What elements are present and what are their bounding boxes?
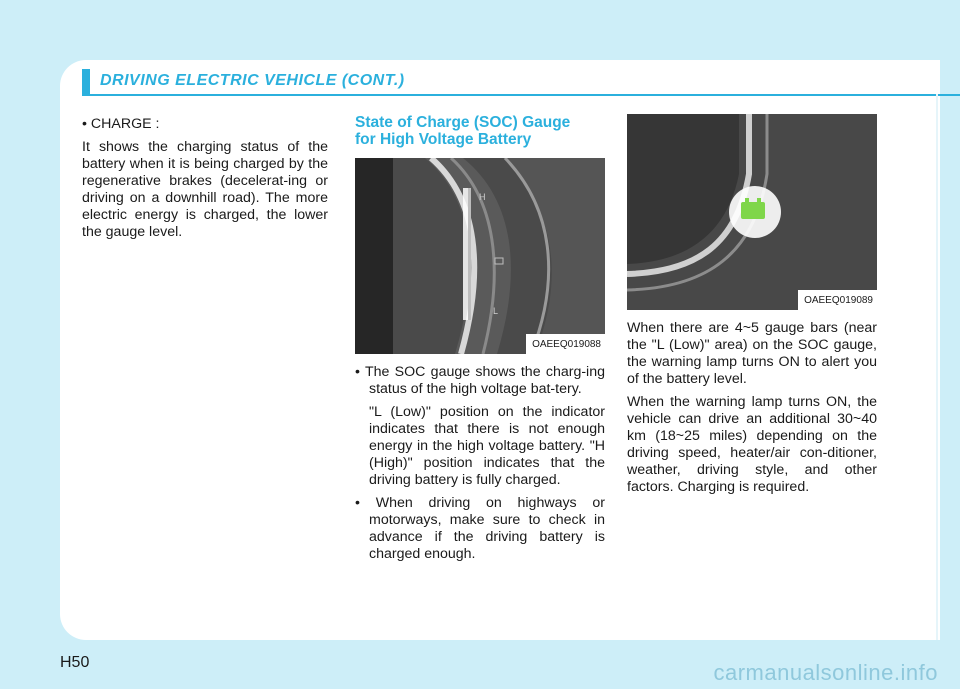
soc-gauge-bars xyxy=(463,188,471,320)
warning-para-1: When there are 4~5 gauge bars (near the "L (Low)" area) on the SOC gauge, the warning lamp turns ON to alert you of the battery level. xyxy=(627,320,877,387)
header-rule xyxy=(82,94,960,96)
figure-label-soc: OAEEQ019088 xyxy=(526,334,605,354)
soc-bullet-1-continued: "L (Low)" position on the indicator indicates that there is not enough energy in the high voltage battery. "H (High)" position indicates that the driving battery is fully charged. xyxy=(369,404,605,488)
watermark: carmanualsonline.info xyxy=(713,660,938,685)
gauge-h-label: H xyxy=(479,192,486,202)
figure-label-warning: OAEEQ019089 xyxy=(798,290,877,310)
soc-heading xyxy=(355,114,605,148)
battery-warning-icon xyxy=(741,202,765,219)
column-3 xyxy=(627,114,877,502)
margin-rule xyxy=(936,94,938,640)
soc-gauge-figure xyxy=(355,158,605,354)
charge-description: It shows the charging status of the battery when it is being charged by the regenerative brakes (decelerat-ing or driving on a downhill road). The more electric energy is charged, the lower the gauge level. xyxy=(82,139,328,240)
warning-para-2: When the warning lamp turns ON, the vehicle can drive an additional 30~40 km (18~25 miles) depending on the driving speed, heater/air con-ditioner, weather, driving style, and other factors. Charging is required. xyxy=(627,394,877,495)
gauge-l-label: L xyxy=(493,306,499,316)
soc-heading-line-2: for High Voltage Battery xyxy=(355,131,532,148)
warning-lamp-figure xyxy=(627,114,877,310)
soc-bullet-2: • When driving on highways or motorways, make sure to check in advance if the driving battery is charged enough. xyxy=(355,495,605,562)
section-title: DRIVING ELECTRIC VEHICLE (CONT.) xyxy=(100,72,405,89)
warning-lamp-illustration xyxy=(627,114,877,310)
column-2 xyxy=(355,114,605,569)
soc-bullet-1: • The SOC gauge shows the charg-ing status of the high voltage bat-tery. xyxy=(355,364,605,397)
charge-bullet: • CHARGE : xyxy=(82,116,160,132)
column-1 xyxy=(82,116,328,247)
page-number: H50 xyxy=(60,654,90,671)
soc-gauge-illustration xyxy=(355,158,605,354)
soc-heading-line-1: State of Charge (SOC) Gauge xyxy=(355,114,571,131)
header-accent-bar xyxy=(82,69,90,95)
